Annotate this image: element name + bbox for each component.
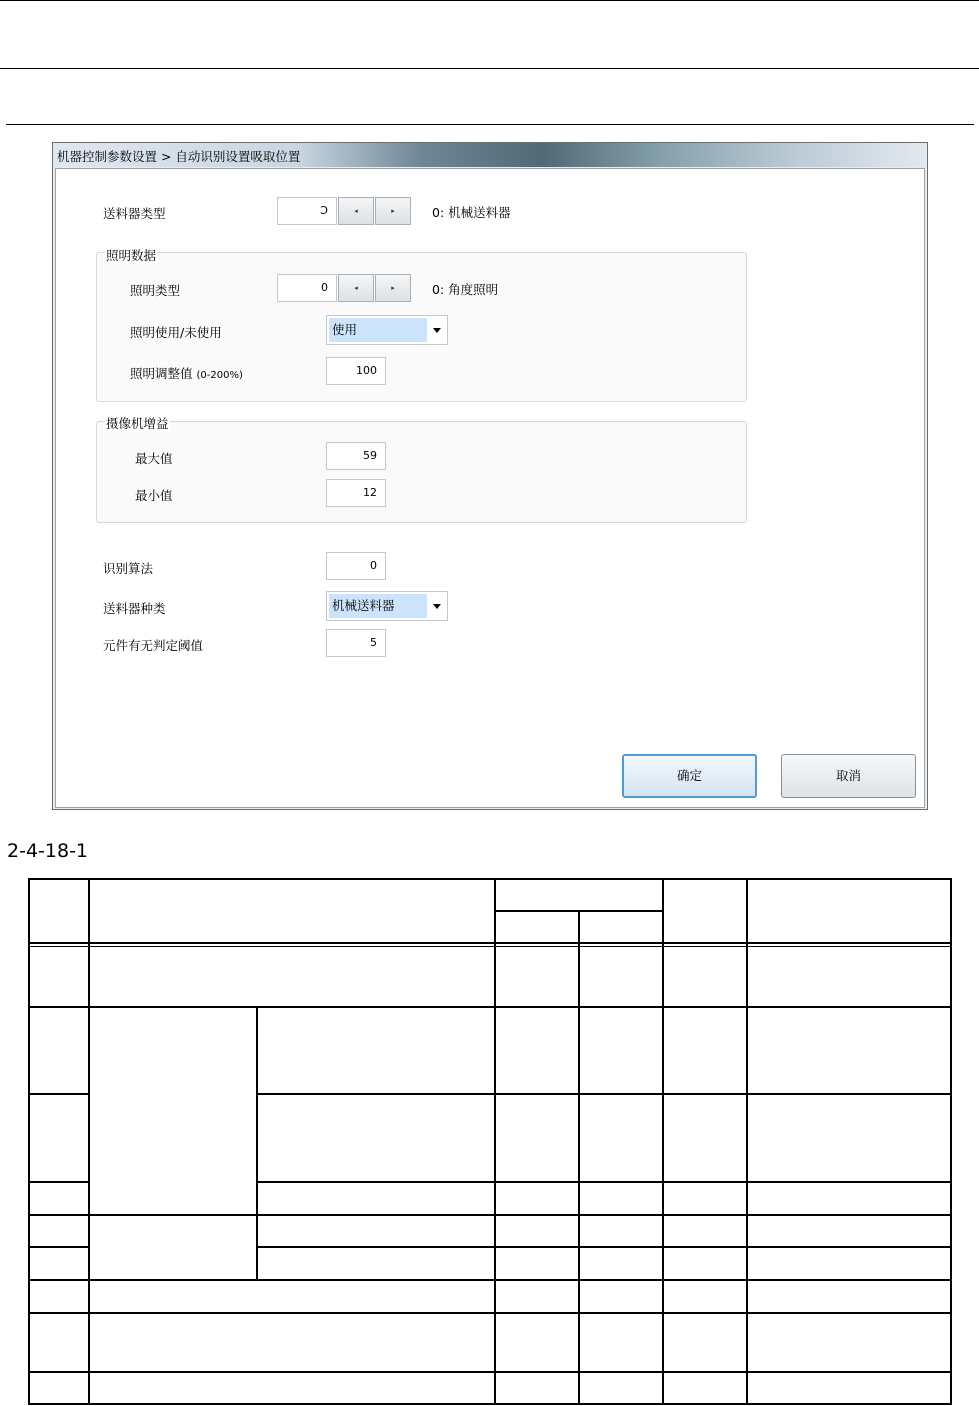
table-rule (28, 1181, 90, 1183)
camera-gain-min-input[interactable]: 12 (326, 479, 386, 507)
feeder-kind-select[interactable] (326, 591, 448, 621)
header-rule-bottom (6, 124, 974, 125)
light-type-input[interactable]: 0 (277, 274, 337, 302)
table-rule (28, 1214, 952, 1216)
table-rule (256, 1006, 258, 1280)
lighting-data-group-title: 照明数据 (106, 248, 157, 263)
dialog-client-area (55, 168, 925, 808)
light-adjust-range-note: (0-200%) (196, 370, 243, 381)
table-rule (28, 1312, 952, 1314)
light-use-select[interactable] (326, 315, 448, 345)
header-rule-top (0, 0, 979, 1)
table-rule (256, 1181, 952, 1183)
table-rule (256, 1093, 952, 1095)
table-rule (28, 1006, 952, 1008)
feeder-kind-label: 送料器种类 (103, 601, 166, 616)
feeder-type-label: 送料器类型 (103, 206, 166, 221)
settings-dialog (52, 142, 928, 810)
light-type-label: 照明类型 (130, 283, 181, 298)
table-rule (950, 878, 952, 1405)
table-rule (662, 878, 664, 1405)
table-rule (28, 942, 952, 944)
table-rule (494, 878, 496, 1405)
feeder-type-description: 0: 机械送料器 (432, 205, 511, 220)
camera-gain-max-label: 最大值 (135, 451, 173, 466)
threshold-label: 元件有无判定阈值 (103, 638, 204, 653)
table-rule (28, 878, 30, 1405)
table-rule (28, 878, 952, 880)
dialog-title: 机器控制参数设置 > 自动识别设置吸取位置 (57, 149, 301, 164)
light-adjust-label (130, 364, 243, 382)
light-type-decrement-button[interactable] (338, 274, 374, 302)
light-use-label: 照明使用/未使用 (130, 325, 222, 340)
light-adjust-input[interactable]: 100 (326, 357, 386, 385)
light-use-selected-value: 使用 (329, 318, 427, 342)
header-rule-middle (0, 68, 979, 69)
dialog-titlebar[interactable] (53, 143, 927, 167)
camera-gain-group (96, 421, 747, 523)
figure-caption: 2-4-18-1 (7, 840, 89, 862)
table-rule (28, 946, 952, 947)
table-rule (578, 910, 580, 1405)
table-rule (28, 1246, 90, 1248)
feeder-type-input[interactable] (277, 197, 337, 225)
light-adjust-label-text: 照明调整值 (130, 366, 193, 381)
feeder-type-decrement-button[interactable] (338, 197, 374, 225)
table-rule (256, 1246, 952, 1248)
camera-gain-group-title: 摄像机增益 (106, 416, 169, 431)
camera-gain-min-label: 最小值 (135, 488, 173, 503)
table-rule (28, 1371, 952, 1373)
arrow-left-icon: ◂ (354, 207, 358, 215)
table-rule (746, 878, 748, 1405)
algorithm-input[interactable]: 0 (326, 552, 386, 580)
cancel-button[interactable]: 取消 (781, 754, 916, 798)
chevron-down-icon[interactable] (433, 604, 441, 609)
arrow-right-icon: ▸ (391, 207, 395, 215)
table-rule (28, 1093, 90, 1095)
chevron-down-icon[interactable] (433, 328, 441, 333)
light-type-description: 0: 角度照明 (432, 282, 499, 297)
table-rule (28, 1403, 952, 1405)
text-cursor-icon: Ↄ (320, 204, 328, 217)
arrow-right-icon: ▸ (391, 284, 395, 292)
feeder-kind-selected-value: 机械送料器 (329, 594, 427, 618)
ok-button[interactable]: 确定 (622, 754, 757, 798)
table-rule (88, 878, 90, 1405)
feeder-type-increment-button[interactable] (375, 197, 411, 225)
algorithm-label: 识别算法 (103, 561, 154, 576)
light-type-increment-button[interactable] (375, 274, 411, 302)
arrow-left-icon: ◂ (354, 284, 358, 292)
camera-gain-max-input[interactable]: 59 (326, 442, 386, 470)
threshold-input[interactable]: 5 (326, 629, 386, 657)
table-rule (28, 1279, 952, 1281)
